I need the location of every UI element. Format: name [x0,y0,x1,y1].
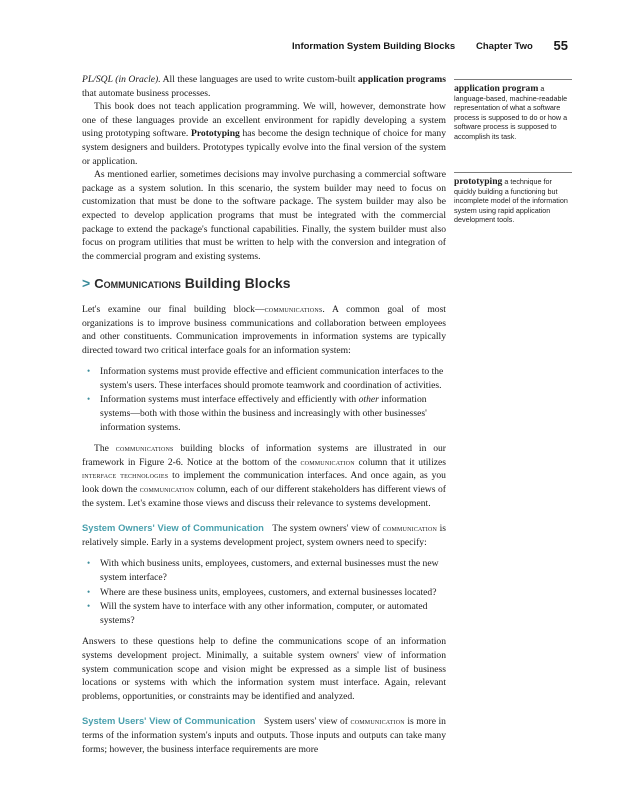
running-header [292,38,582,54]
key-term: application programs [357,74,447,85]
page-number: 55 [553,38,568,53]
section-arrow: > [82,275,91,292]
text-run: . A common goal of most organizations is to improve business communications and collaboration between employees and other constituents. Communication improvements in information systems are typically directed toward two critical interface goals for an information system: [82,303,446,356]
paragraph [82,714,446,756]
text-run: System users' view of [261,716,351,728]
smallcaps-term: communication [350,716,405,727]
paragraph [82,521,446,549]
glossary-entry-prototyping [454,172,572,225]
bullet-list [82,365,446,434]
list-item [100,393,446,434]
text-run: that automate business processes. [82,87,211,99]
paragraph: Answers to these questions help to define the communications scope of an information systems development project. Minimally, a suitable system owners' view of information system communication scope and vision might be expressed as a simple list of business locations or systems with which the information system must interface. Again, relevant problems, opportunities, or constraints may be identified and analyzed. [82,636,446,702]
section-heading [82,277,446,291]
key-term: Prototyping [190,128,240,140]
text-run: The [94,443,116,455]
glossary-term: application program [454,83,539,94]
list-item: • With which business units, employees, customers, and external businesses must the new system interface? [100,557,446,584]
running-title: Information System Building Blocks [292,41,456,52]
text-run: building blocks of information systems are illustrated in our framework in Figure 2-6. Notice at the bottom of the [82,443,446,468]
text-run: to implement the communication interfaces. And once again, as you look down the [82,470,446,496]
glossary-entry-application-program [454,79,572,142]
text-run: is more in terms of the information system's inputs and outputs. Those inputs and outputs can take many forms; however, the business interface requirements are more [82,716,446,755]
chapter-label: Chapter Two [476,41,533,52]
run-in-subheading: System Owners' View of Communication [82,522,264,534]
paragraph: As mentioned earlier, sometimes decisions may involve purchasing a commercial software package as a system solution. In this scenario, the system builder may need to focus on customization that must be done to the software package. The system builder may also be expected to develop application programs that must be integrated with the commercial package to extend the package's functional capabilities. Finally, the system builder must also focus on program utilities that must be written to help with the conversion and integration of the commercial program and existing systems. [82,169,446,262]
glossary-rule [454,172,572,173]
paragraph [82,100,446,168]
smallcaps-term: communication [382,523,438,534]
list-item: • Where are these business units, employees, customers, and external businesses located? [100,586,446,600]
section-heading-smallcaps: Communications [94,276,181,292]
glossary-definition: a technique for quickly building a functioning but incomplete model of the information system using rapid application development tools. [454,177,568,225]
text-run: Let's examine our final building block— [82,303,265,315]
smallcaps-term: communication [139,484,195,495]
run-in-subheading: System Users' View of Communication [82,715,256,727]
text-run: The system owners' view of [269,523,383,535]
smallcaps-term: communication [300,456,355,467]
paragraph [82,73,446,100]
inline-italic: other [358,394,379,406]
smallcaps-term: communications [264,303,323,314]
main-text-column [82,73,446,756]
text-run: column, each of our different stakeholders has different views of the system. Let's examine those views and discuss their relevance to systems development. [82,484,446,509]
inline-italic: PL/SQL (in Oracle). [82,74,161,85]
text-run: This book does not teach application programming. We will, however, demonstrate how one of these languages provide an excellent environment for rapidly developing a system using prototyping software. [82,101,446,140]
text-run: is relatively simple. Early in a systems development project, system owners need to specify: [82,523,446,548]
smallcaps-term: communications [115,443,174,454]
text-run: Information systems must interface effectively and efficiently with [100,394,359,406]
list-item: • Information systems must provide effective and efficient communication interfaces to the system's users. These interfaces should promote teamwork and coordination of activities. [100,365,446,392]
paragraph [82,442,446,510]
paragraph [82,303,446,357]
glossary-rule [454,79,572,80]
text-run: column that it utilizes [354,456,446,468]
section-heading-rest: Building Blocks [180,275,291,292]
bullet-list [82,557,446,627]
text-run: information systems—both with those within the business and increasingly with other businesses' information systems. [100,394,427,433]
glossary-definition: a language-based, machine-readable representation of what a software process is supposed to do or how a software process is supposed to accomplish its task. [454,84,568,141]
text-run: All these languages are used to write custom-built [160,74,358,85]
glossary-term: prototyping [454,176,503,187]
smallcaps-term: interface technologies [82,470,169,481]
text-run: has become the design technique of choice for many system designers and builders. Prototypes typically evolve into the final version of the system or application. [82,128,447,167]
list-item: • Will the system have to interface with any other information, computer, or automated systems? [100,600,446,627]
